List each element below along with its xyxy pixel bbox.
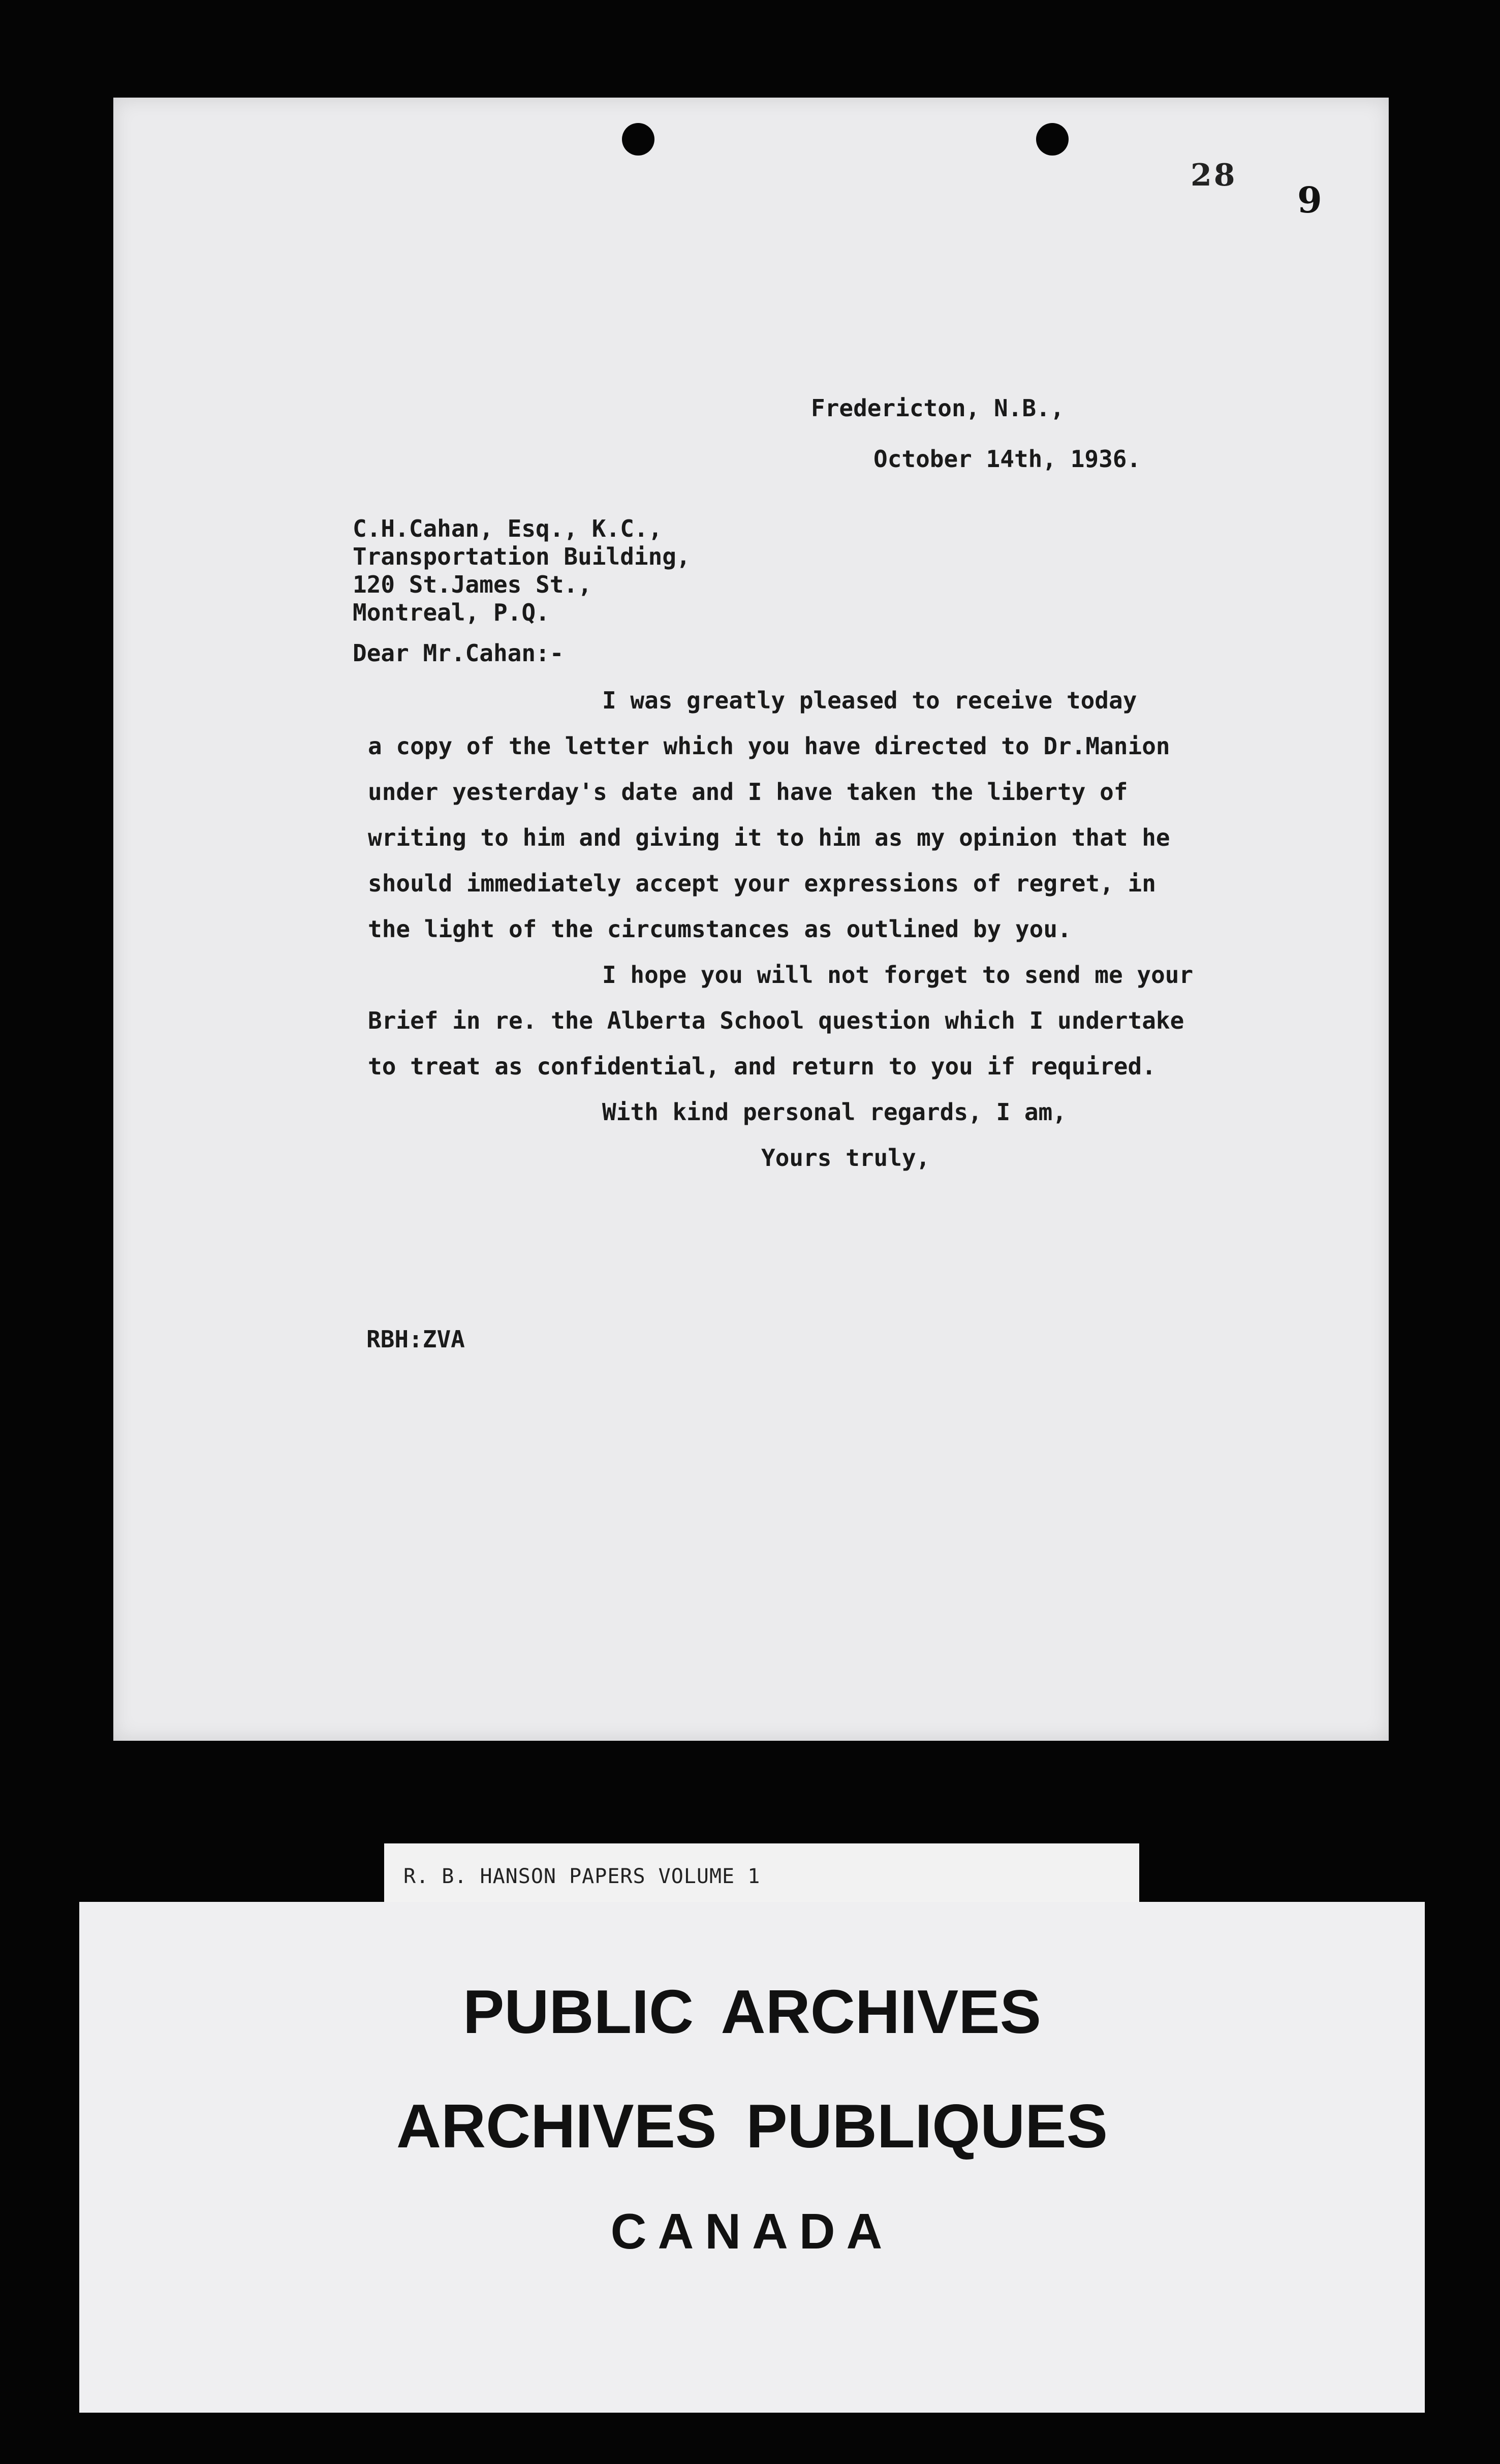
- body-line: the light of the circumstances as outlined by you.: [368, 915, 1072, 943]
- archive-card: [79, 1902, 1425, 2413]
- typist-initials: RBH:ZVA: [366, 1326, 465, 1353]
- letter-page: [113, 98, 1389, 1741]
- collection-label: [384, 1843, 1139, 1907]
- closing-line: With kind personal regards, I am,: [602, 1098, 1067, 1126]
- salutation: Dear Mr.Cahan:-: [353, 639, 564, 667]
- body-line: should immediately accept your expressions of regret, in: [368, 870, 1156, 897]
- recipient-line: C.H.Cahan, Esq., K.C.,: [353, 515, 663, 542]
- archive-country: CANADA: [610, 2203, 894, 2259]
- archive-title-fr: ARCHIVES PUBLIQUES: [396, 2091, 1108, 2161]
- punch-hole: [622, 123, 654, 156]
- letter-place: Fredericton, N.B.,: [811, 394, 1065, 422]
- letter-date: October 14th, 1936.: [873, 445, 1141, 473]
- folio-stamp: 28: [1191, 158, 1237, 193]
- body-line: I hope you will not forget to send me your: [602, 961, 1194, 989]
- page-number: 9: [1297, 179, 1322, 221]
- recipient-line: Montreal, P.Q.: [353, 599, 550, 626]
- collection-label-text: R. B. HANSON PAPERS VOLUME 1: [403, 1865, 761, 1888]
- body-line: Brief in re. the Alberta School question which I undertake: [368, 1007, 1184, 1034]
- body-line: to treat as confidential, and return to you if required.: [368, 1053, 1156, 1080]
- body-line: a copy of the letter which you have directed to Dr.Manion: [368, 732, 1170, 760]
- recipient-line: Transportation Building,: [353, 543, 691, 570]
- body-line: under yesterday's date and I have taken the liberty of: [368, 778, 1128, 806]
- recipient-line: 120 St.James St.,: [353, 571, 592, 598]
- body-line: writing to him and giving it to him as my opinion that he: [368, 824, 1170, 851]
- punch-hole: [1036, 123, 1069, 156]
- closing-signoff: Yours truly,: [761, 1144, 930, 1172]
- body-line: I was greatly pleased to receive today: [602, 687, 1137, 714]
- archive-title-en: PUBLIC ARCHIVES: [463, 1977, 1041, 2046]
